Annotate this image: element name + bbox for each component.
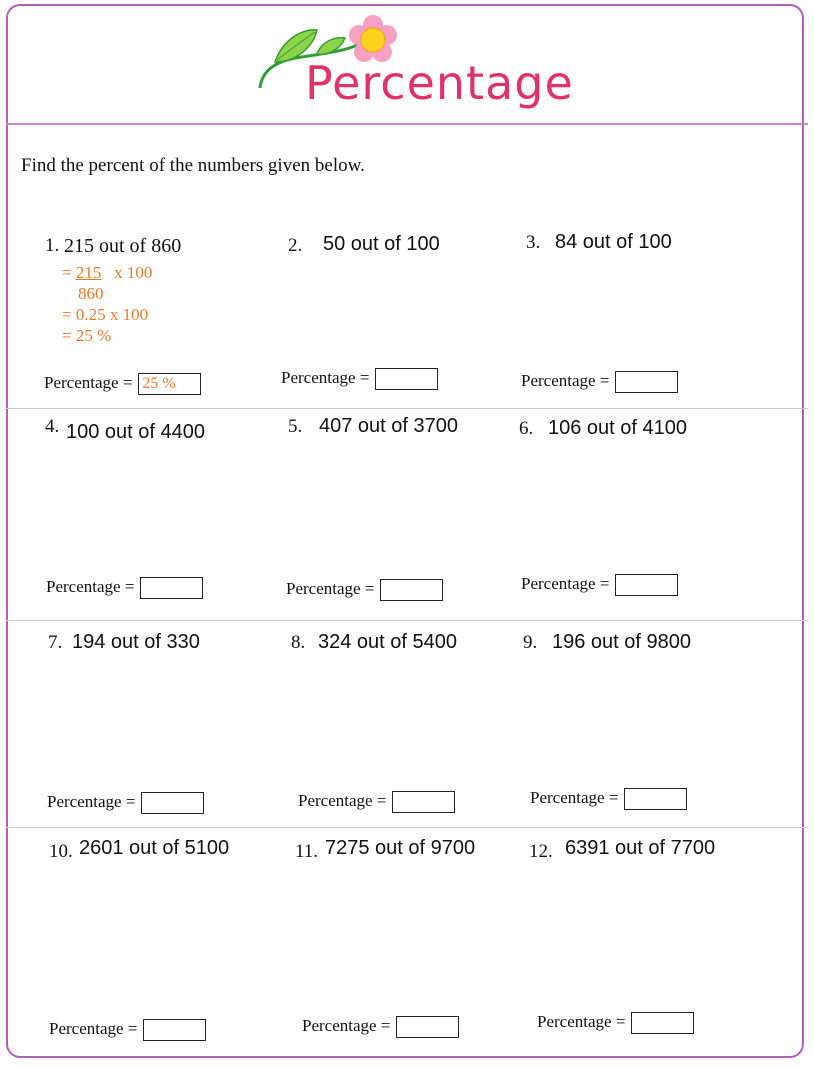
worked-example-line: = 0.25 x 100 xyxy=(62,305,149,324)
problem-text: 2601 out of 5100 xyxy=(79,837,230,859)
problem-number: 2. xyxy=(288,235,303,256)
problem-number: 7. xyxy=(48,632,63,653)
answer-row: Percentage = xyxy=(521,574,678,596)
header-divider xyxy=(6,123,808,125)
problem-text: 84 out of 100 xyxy=(555,231,672,253)
problem-number: 11. xyxy=(295,841,319,862)
answer-box[interactable] xyxy=(615,574,678,596)
answer-row: Percentage = xyxy=(537,1012,694,1034)
problem-number: 9. xyxy=(523,632,538,653)
answer-row: Percentage = xyxy=(302,1016,459,1038)
problem-number: 6. xyxy=(519,418,534,439)
worked-example-line: = 215 x 100 xyxy=(62,263,153,282)
problem-number: 4. xyxy=(45,416,60,437)
row-divider xyxy=(6,827,808,828)
problem-number: 12. xyxy=(529,841,553,862)
problem-text: 194 out of 330 xyxy=(72,631,200,653)
answer-box[interactable] xyxy=(624,788,687,810)
problem-text: 106 out of 4100 xyxy=(548,417,688,439)
answer-row: Percentage = 25 % xyxy=(44,373,201,395)
problem-text: 196 out of 9800 xyxy=(552,631,692,653)
problem-text: 407 out of 3700 xyxy=(319,415,459,437)
answer-box[interactable] xyxy=(392,791,455,813)
problem-text: 100 out of 4400 xyxy=(66,421,206,443)
problem-text: 324 out of 5400 xyxy=(318,631,458,653)
answer-box[interactable] xyxy=(140,577,203,599)
answer-box[interactable] xyxy=(143,1019,206,1041)
answer-box[interactable] xyxy=(375,368,438,390)
answer-row: Percentage = xyxy=(521,371,678,393)
problem-text: 7275 out of 9700 xyxy=(325,837,476,859)
problem-number: 5. xyxy=(288,416,303,437)
answer-row: Percentage = xyxy=(530,788,687,810)
answer-box[interactable]: 25 % xyxy=(138,373,201,395)
instructions: Find the percent of the numbers given below. xyxy=(21,155,365,176)
answer-row: Percentage = xyxy=(47,792,204,814)
problem-text: 50 out of 100 xyxy=(323,233,440,255)
worked-example-line: = 25 % xyxy=(62,326,112,345)
problem-number: 8. xyxy=(291,632,306,653)
answer-box[interactable] xyxy=(141,792,204,814)
answer-row: Percentage = xyxy=(286,579,443,601)
answer-box[interactable] xyxy=(396,1016,459,1038)
answer-row: Percentage = xyxy=(46,577,203,599)
row-divider xyxy=(6,620,808,621)
answer-row: Percentage = xyxy=(49,1019,206,1041)
answer-box[interactable] xyxy=(380,579,443,601)
problem-number: 3. xyxy=(526,232,541,253)
problem-number: 10. xyxy=(49,841,73,862)
problem-number: 1. xyxy=(45,235,60,256)
problem-text: 6391 out of 7700 xyxy=(565,837,716,859)
page-title: Percentage xyxy=(305,56,574,110)
answer-row: Percentage = xyxy=(298,791,455,813)
worked-example-line: 860 xyxy=(78,284,104,303)
row-divider xyxy=(6,408,808,409)
answer-row: Percentage = xyxy=(281,368,438,390)
answer-box[interactable] xyxy=(615,371,678,393)
answer-box[interactable] xyxy=(631,1012,694,1034)
problem-text: 215 out of 860 xyxy=(64,235,182,257)
